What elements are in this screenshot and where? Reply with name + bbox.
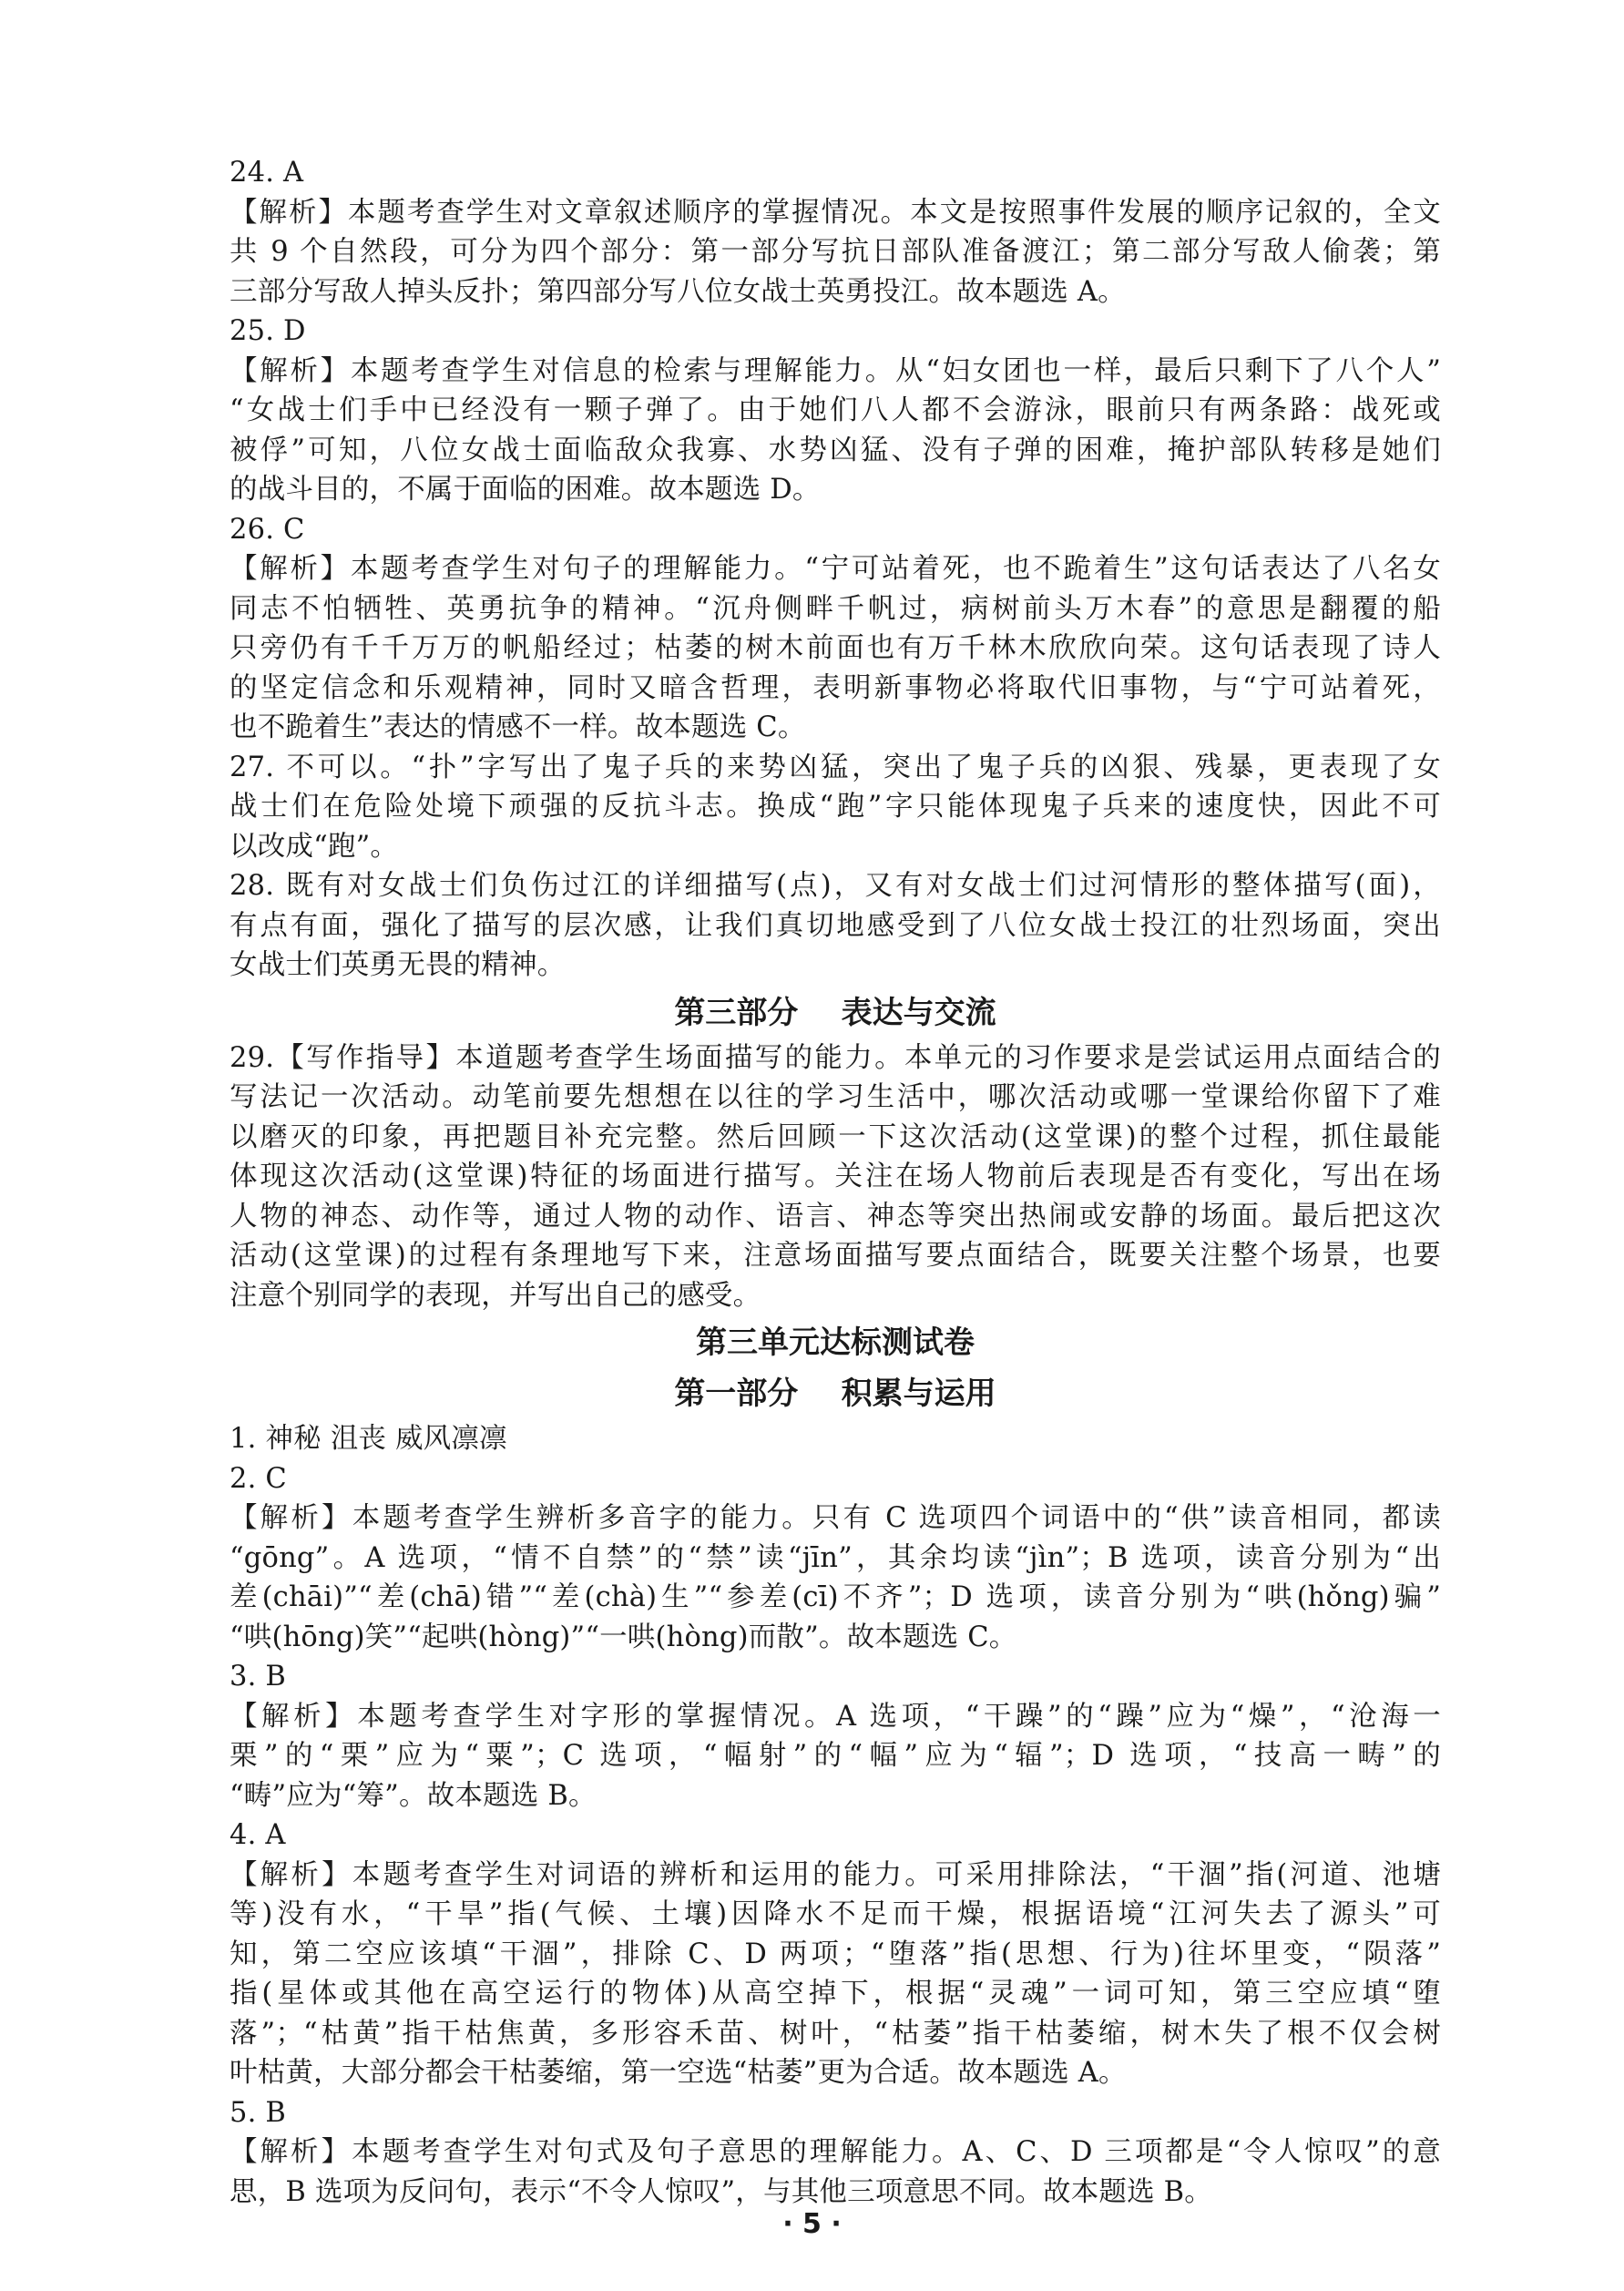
answer-item — [230, 1815, 1441, 1856]
text-line: 的坚定信念和乐观精神，同时又暗含哲理，表明新事物必将取代旧事物，与“宁可站着死， — [230, 671, 1441, 704]
text-line: 【解析】本题考查学生对字形的掌握情况。A 选项，“干躁”的“躁”应为“燥”，“沧海一 — [230, 1700, 1441, 1733]
answer-item — [230, 312, 1441, 352]
explanation-paragraph — [230, 1856, 1441, 2093]
text-line: “哄(hōng)笑”“起哄(hòng)”“一哄(hòng)而散”。故本题选 C。 — [230, 1621, 1017, 1653]
text-line: 人物的神态、动作等，通过人物的动作、语言、神态等突出热闹或安静的场面。最后把这次 — [230, 1200, 1441, 1232]
text-line: 栗”的“栗”应为“粟”；C 选项，“幅射”的“幅”应为“辐”；D 选项，“技高一畴”的 — [230, 1740, 1441, 1772]
page-number: · 5 · — [782, 2208, 842, 2240]
text-line: 25. D — [230, 315, 306, 347]
text-line: 差(chāi)”“差(chā)错”“差(chà)生”“参差(cī)不齐”；D 选项，读音分别为“哄(hǒng)骗” — [230, 1581, 1441, 1613]
text-line: 29.【写作指导】本道题考查学生场面描写的能力。本单元的习作要求是尝试运用点面结合的 — [230, 1041, 1441, 1074]
text-line: “女战士们手中已经没有一颗子弹了。由于她们八人都不会游泳，眼前只有两条路：战死或 — [230, 394, 1441, 426]
text-line: 【解析】本题考查学生对文章叙述顺序的掌握情况。本文是按照事件发展的顺序记叙的，全文 — [230, 196, 1441, 229]
text-line: 思，B 选项为反问句，表示“不令人惊叹”，与其他三项意思不同。故本题选 B。 — [230, 2175, 1212, 2208]
section-heading: 第三部分 表达与交流 — [674, 994, 996, 1031]
text-line: 以磨灭的印象，再把题目补充完整。然后回顾一下这次活动(这堂课)的整个过程，抓住最能 — [230, 1120, 1441, 1153]
text-line: 注意个别同学的表现，并写出自己的感受。 — [230, 1279, 761, 1312]
text-line: 写法记一次活动。动笔前要先想想在以往的学习生活中，哪次活动或哪一堂课给你留下了难 — [230, 1081, 1441, 1113]
explanation-paragraph — [230, 748, 1441, 867]
section-heading: 第三单元达标测试卷 — [696, 1324, 975, 1361]
text-line: 知，第二空应该填“干涸”，排除 C、D 两项；“堕落”指(思想、行为)往坏里变，“陨落” — [230, 1938, 1441, 1970]
text-line: 4. A — [230, 1819, 286, 1851]
explanation-paragraph — [230, 2132, 1441, 2212]
text-line: 也不跪着生”表达的情感不一样。故本题选 C。 — [230, 711, 806, 743]
text-line: 2. C — [230, 1462, 287, 1495]
text-line: 以改成“跑”。 — [230, 830, 399, 863]
text-line: 女战士们英勇无畏的精神。 — [230, 949, 566, 981]
text-line: 【解析】本题考查学生对信息的检索与理解能力。从“妇女团也一样，最后只剩下了八个人” — [230, 354, 1441, 387]
answer-item — [230, 1459, 1441, 1499]
text-line: 【解析】本题考查学生辨析多音字的能力。只有 C 选项四个词语中的“供”读音相同，都读 — [230, 1502, 1441, 1534]
text-line: “gōng”。A 选项，“情不自禁”的“禁”读“jīn”，其余均读“jìn”；B 选项，读音分别为“出 — [230, 1541, 1441, 1574]
text-line: 的战斗目的，不属于面临的困难。故本题选 D。 — [230, 474, 821, 506]
answer-item — [230, 510, 1441, 550]
text-line: 三部分写敌人掉头反扑；第四部分写八位女战士英勇投江。故本题选 A。 — [230, 275, 1126, 308]
explanation-paragraph — [230, 549, 1441, 748]
text-line: 27. 不可以。“扑”字写出了鬼子兵的来势凶猛，突出了鬼子兵的凶狠、残暴，更表现了女 — [230, 751, 1441, 783]
text-line: 【解析】本题考查学生对词语的辨析和运用的能力。可采用排除法，“干涸”指(河道、池塘 — [230, 1858, 1441, 1891]
text-line: 有点有面，强化了描写的层次感，让我们真切地感受到了八位女战士投江的壮烈场面，突出 — [230, 909, 1441, 942]
explanation-paragraph — [230, 352, 1441, 510]
text-line: 26. C — [230, 513, 305, 546]
section-heading: 第一部分 积累与运用 — [674, 1376, 996, 1412]
answer-item — [230, 1419, 1441, 1459]
explanation-paragraph — [230, 193, 1441, 312]
text-line: 同志不怕牺牲、英勇抗争的精神。“沉舟侧畔千帆过，病树前头万木春”的意思是翻覆的船 — [230, 592, 1441, 625]
text-line: 【解析】本题考查学生对句式及句子意思的理解能力。A、C、D 三项都是“令人惊叹”的意 — [230, 2136, 1441, 2168]
answer-key-content — [230, 153, 1441, 2212]
text-line: 等)没有水，“干旱”指(气候、土壤)因降水不足而干燥，根据语境“江河失去了源头”可 — [230, 1898, 1441, 1930]
text-line: 只旁仍有千千万万的帆船经过；枯萎的树木前面也有万千林木欣欣向荣。这句话表现了诗人 — [230, 632, 1441, 664]
text-line: 3. B — [230, 1661, 287, 1693]
answer-item — [230, 2093, 1441, 2133]
text-line: 叶枯黄，大部分都会干枯萎缩，第一空选“枯萎”更为合适。故本题选 A。 — [230, 2057, 1127, 2089]
text-line: 落”；“枯黄”指干枯焦黄，多形容禾苗、树叶，“枯萎”指干枯萎缩，树木失了根不仅会树 — [230, 2017, 1441, 2050]
answer-item — [230, 1657, 1441, 1697]
text-line: 【解析】本题考查学生对句子的理解能力。“宁可站着死，也不跪着生”这句话表达了八名女 — [230, 553, 1441, 585]
answer-item — [230, 153, 1441, 193]
text-line: 24. A — [230, 157, 304, 189]
text-line: 活动(这堂课)的过程有条理地写下来，注意场面描写要点面结合，既要关注整个场景，也要 — [230, 1240, 1441, 1272]
text-line: 体现这次活动(这堂课)特征的场面进行描写。关注在场人物前后表现是否有变化，写出在场 — [230, 1161, 1441, 1192]
text-line: 战士们在危险处境下顽强的反抗斗志。换成“跑”字只能体现鬼子兵来的速度快，因此不可 — [230, 791, 1441, 823]
explanation-paragraph — [230, 1038, 1441, 1316]
text-line: 指(星体或其他在高空运行的物体)从高空掉下，根据“灵魂”一词可知，第三空应填“堕 — [230, 1978, 1441, 2010]
explanation-paragraph — [230, 866, 1441, 986]
text-line: 28. 既有对女战士们负伤过江的详细描写(点)，又有对女战士们过河情形的整体描写(面)， — [230, 870, 1441, 902]
explanation-paragraph — [230, 1697, 1441, 1816]
text-line: “畴”应为“筹”。故本题选 B。 — [230, 1779, 597, 1812]
text-line: 被俘”可知，八位女战士面临敌众我寡、水势凶猛、没有子弹的困难，掩护部队转移是她们 — [230, 434, 1441, 466]
text-line: 共 9 个自然段，可分为四个部分：第一部分写抗日部队准备渡江；第二部分写敌人偷袭；第 — [230, 236, 1441, 268]
explanation-paragraph — [230, 1498, 1441, 1657]
text-line: 1. 神秘 沮丧 威风凛凛 — [230, 1423, 507, 1455]
text-line: 5. B — [230, 2096, 287, 2129]
